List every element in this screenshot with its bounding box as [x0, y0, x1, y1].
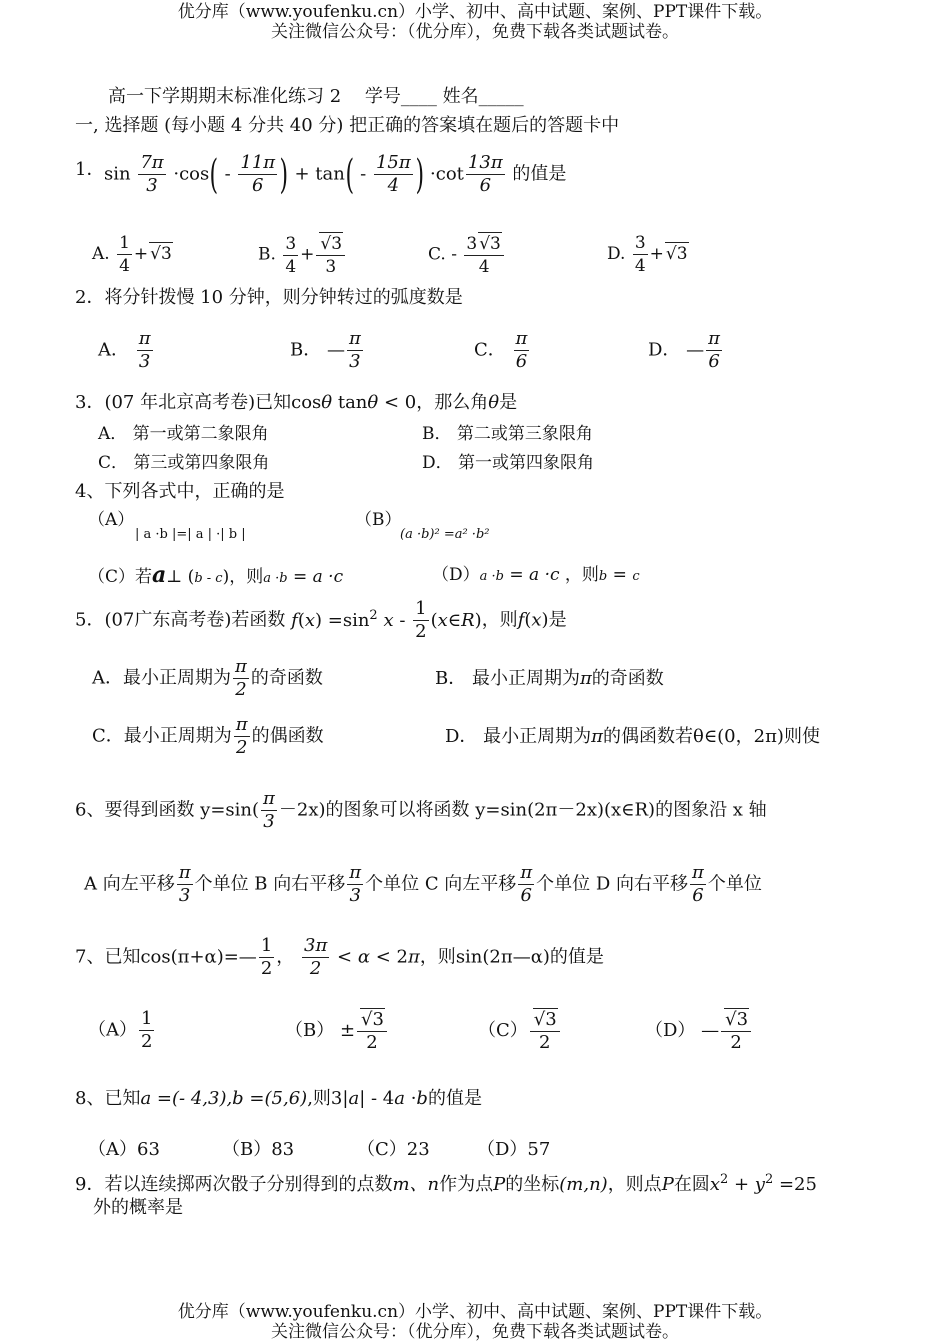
q9-line-1: 9．若以连续掷两次骰子分别得到的点数m、n作为点P的坐标(m,n)，则点P在圆$x^2 + y^2 =25$: [75, 1172, 817, 1195]
q8-option-a: （A）63: [88, 1139, 160, 1160]
q1-number: 1．: [75, 159, 105, 180]
q9-line-2: 外的概率是: [93, 1197, 183, 1218]
q3-option-b: B． 第二或第三象限角: [422, 424, 593, 444]
q8-stem: 8、已知a =(- 4,3),b =(5,6),则3|a| - 4a ·b的值是: [75, 1088, 482, 1109]
q1-expression: sin $\frac{7\pi}{3}$ ·cos( - $\frac{11\pi}{6}$ ) + tan( - $\frac{15\pi}{4}$ ) ·cot $\frac{13\pi}{6}$ 的值是: [104, 151, 567, 198]
q1-option-d: D. $\frac{3}{4}$ +√ 3: [607, 232, 689, 277]
q1-option-b: B. $\frac{3}{4}$ + √ $\frac{3}{3}$: [258, 232, 347, 278]
q4-option-b-label: （B）: [355, 510, 402, 530]
q7-stem: 7、已知cos(π+α)=— $\frac{1}{2}$ ， $\frac{3\pi}{2}$ < α < 2π，则sin(2π—α)的值是: [75, 935, 604, 979]
footer-line-2: 关注微信公众号：（优分库），免费下载各类试题试卷。: [271, 1322, 679, 1342]
q2-option-b: B． — $\frac{\pi}{3}$: [290, 328, 361, 372]
q2-stem: 2．将分针拨慢 10 分钟，则分钟转过的弧度数是: [75, 287, 463, 308]
section-heading: 一, 选择题 (每小题 4 分共 40 分) 把正确的答案填在题后的答题卡中: [75, 115, 620, 136]
q2-option-a: A． $\frac{\pi}{3}$: [98, 328, 151, 372]
q1-option-a: A. $\frac{1}{4}$ +√ 3: [92, 232, 173, 277]
q7-option-c: （C） √ $\frac{3}{2}$: [478, 1008, 562, 1054]
q4-option-a-label: （A）: [88, 510, 135, 530]
footer-line-1: 优分库（www.youfenku.cn）小学、初中、高中试题、案例、PPT课件下载。: [177, 1302, 773, 1322]
page-title: 高一下学期期末标准化练习 2 学号____ 姓名_____: [108, 86, 524, 107]
q6-stem: 6、要得到函数 y=sin( $\frac{\pi}{3}$ －2x)的图象可以将函数 y=sin(2π－2x)(x∈R)的图象沿 x 轴: [75, 788, 767, 832]
q6-options: A 向左平移 $\frac{\pi}{3}$ 个单位 B 向右平移 $\frac{\pi}{3}$ 个单位 C 向左平移 $\frac{\pi}{6}$ 个单位 D 向右平移 $\frac{\pi}{6}$ 个单位: [84, 862, 762, 906]
q3-option-d: D． 第一或第四象限角: [422, 453, 595, 473]
q8-option-b: （B）83: [222, 1139, 295, 1160]
q3-option-c: C． 第三或第四象限角: [98, 453, 270, 473]
q3-option-a: A． 第一或第二象限角: [98, 424, 269, 444]
q8-option-c: （C）23: [357, 1139, 430, 1160]
q1-tail: 的值是: [512, 163, 567, 185]
q4-option-d: （D）a ·b = a ·c ，则b = c: [432, 565, 640, 585]
q5-stem: 5．(07广东高考卷)若函数 $f(x) =\sin^2$ x - $\frac{1}{2}$ (x∈R)，则f(x)是: [75, 598, 567, 642]
header-line-2: 关注微信公众号：（优分库），免费下载各类试题试卷。: [271, 22, 679, 42]
q2-option-c: C． $\frac{\pi}{6}$: [474, 328, 528, 372]
q5-option-c: C．最小正周期为 $\frac{\pi}{2}$ 的偶函数: [92, 714, 324, 758]
q5-option-d: D． 最小正周期为π的偶函数若θ∈(0，2π)则使: [445, 726, 820, 747]
q3-stem: 3．(07 年北京高考卷)已知cosθ tanθ < 0，那么角θ是: [75, 392, 518, 413]
q4-option-c: （C）若a⊥ (b - c)，则a ·b = a ·c: [88, 562, 344, 588]
q5-option-b: B． 最小正周期为π的奇函数: [435, 668, 664, 689]
q8-option-d: （D）57: [477, 1139, 551, 1160]
q7-option-b: （B） ± √ $\frac{3}{2}$: [285, 1008, 389, 1054]
q7-option-a: （A） $\frac{1}{2}$: [88, 1008, 153, 1052]
header-line-1: 优分库（www.youfenku.cn）小学、初中、高中试题、案例、PPT课件下载。: [177, 2, 773, 22]
q2-option-d: D． — $\frac{\pi}{6}$: [648, 328, 721, 372]
q4-stem: 4、下列各式中，正确的是: [75, 481, 285, 502]
q1-option-c: C. - $\frac{3√ 3}{4}$: [428, 232, 506, 278]
q5-option-a: A．最小正周期为 $\frac{\pi}{2}$ 的奇函数: [92, 656, 323, 700]
q4-option-a-expr: | a ·b |=| a | ·| b |: [135, 527, 246, 542]
q7-option-d: （D） — √ $\frac{3}{2}$: [645, 1008, 753, 1054]
q4-option-b-expr: (a ·b)² =a² ·b²: [400, 527, 490, 542]
